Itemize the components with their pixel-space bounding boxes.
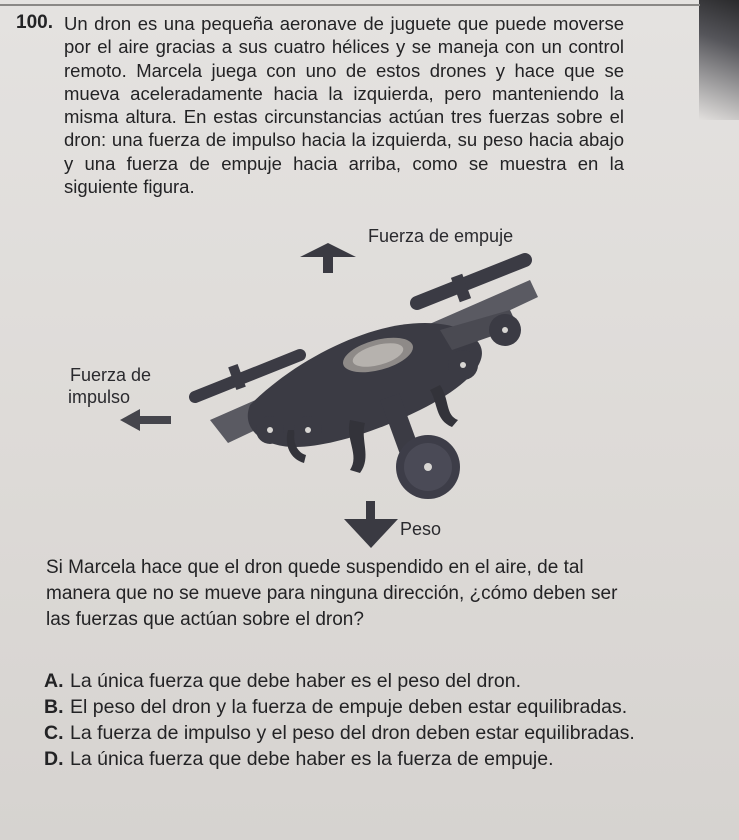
page-corner-shadow <box>699 0 739 120</box>
motor-front-left <box>256 416 284 444</box>
option-d-letter: D. <box>44 748 64 770</box>
question-prompt: Si Marcela hace que el dron quede suspendido en el aire, de tal manera que no se mueve para ninguna dirección, ¿cómo deben ser las fuerzas que actúan sobre el dron? <box>46 557 618 630</box>
option-a[interactable] <box>44 668 664 694</box>
question-stem: Un dron es una pequeña aeronave de juguete que puede moverse por el aire gracias a sus cuatro hélices y se maneja con un control remoto. Marcela juega con uno de estos drones y hace que se mueva aceleradamente hacia la izquierda, pero manteniendo la misma altura. En estas circunstancias actúan tres fuerzas sobre el dron: una fuerza de impulso hacia la izquierda, su peso hacia abajo y una fuerza de empuje hacia arriba, como se muestra en la siguiente figura. <box>64 13 624 198</box>
top-rule <box>0 4 700 6</box>
option-a-text: La única fuerza que debe haber es el peso del dron. <box>70 670 521 692</box>
motor-front-right <box>294 416 322 444</box>
option-d[interactable] <box>44 746 664 772</box>
motor-rear <box>489 314 521 346</box>
thrust-label: Fuerza de empuje <box>368 226 514 246</box>
weight-arrow <box>344 501 398 548</box>
question-number: 100. <box>16 12 53 33</box>
drone-figure <box>60 215 660 555</box>
drone-illustration <box>195 260 538 499</box>
answer-options <box>44 668 664 772</box>
option-b-text: El peso del dron y la fuerza de empuje deben estar equilibradas. <box>70 696 628 718</box>
option-a-letter: A. <box>44 670 64 692</box>
impulse-label-line1: Fuerza de <box>70 365 152 385</box>
option-b-letter: B. <box>44 696 64 718</box>
weight-label: Peso <box>400 519 442 539</box>
impulse-arrow <box>120 409 171 431</box>
thrust-arrow <box>300 243 356 273</box>
impulse-label-line2: impulso <box>68 387 131 407</box>
option-c[interactable] <box>44 720 664 746</box>
option-d-text: La única fuerza que debe haber es la fuerza de empuje. <box>70 748 554 770</box>
motor-mid <box>448 350 478 380</box>
option-b[interactable] <box>44 694 664 720</box>
option-c-text: La fuerza de impulso y el peso del dron deben estar equilibradas. <box>70 722 635 744</box>
option-c-letter: C. <box>44 722 64 744</box>
motor-bottom <box>396 435 460 499</box>
